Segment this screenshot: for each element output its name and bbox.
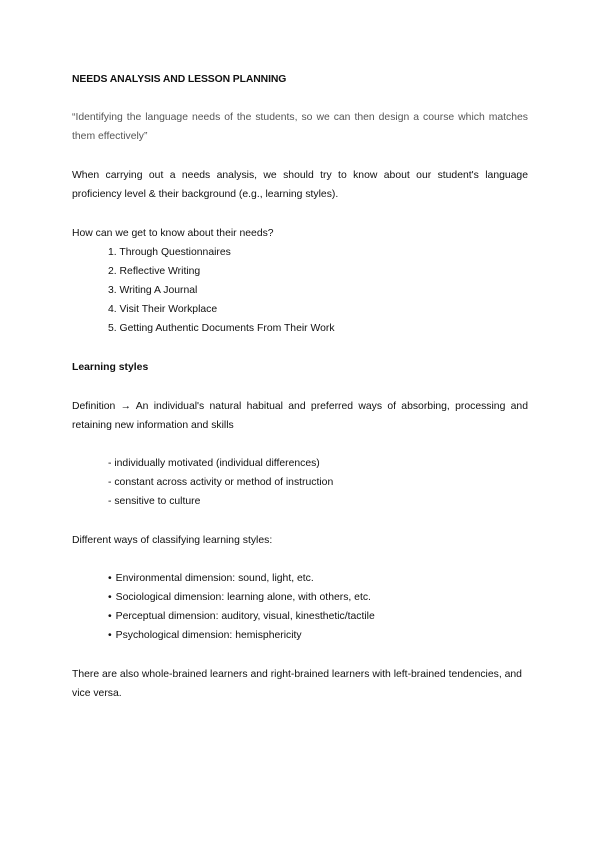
traits-list [108,454,333,511]
classification-intro: Different ways of classifying learning styles: [72,535,273,546]
list-item [108,607,375,626]
list-item: 2. Reflective Writing [108,266,201,277]
dimensions-list [108,569,375,645]
methods-list [108,243,335,338]
dimension-text: Perceptual dimension: auditory, visual, kinesthetic/tactile [115,611,375,622]
bullet-icon: • [108,611,112,622]
quote-paragraph: “Identifying the language needs of the students, so we can then design a course which matches them effectively” [72,112,528,142]
dimension-text: Sociological dimension: learning alone, with others, etc. [115,592,371,603]
bullet-icon: • [108,573,112,584]
list-item [108,626,375,645]
list-item: - constant across activity or method of instruction [108,477,334,488]
needs-question: How can we get to know about their needs? [72,228,274,239]
list-item: - individually motivated (individual differences) [108,458,320,469]
list-item: 3. Writing A Journal [108,285,198,296]
learning-styles-heading: Learning styles [72,362,149,373]
intro-paragraph: When carrying out a needs analysis, we should try to know about our student's language proficiency level & their background (e.g., learning styles). [72,170,528,200]
document-title: NEEDS ANALYSIS AND LESSON PLANNING [72,74,287,85]
list-item: 4. Visit Their Workplace [108,304,218,315]
list-item [108,569,375,588]
list-item: 5. Getting Authentic Documents From Their Work [108,323,335,334]
list-item: 1. Through Questionnaires [108,247,231,258]
dimension-text: Psychological dimension: hemisphericity [115,630,302,641]
dimension-text: Environmental dimension: sound, light, etc. [115,573,314,584]
definition-paragraph: Definition → An individual's natural habitual and preferred ways of absorbing, processing and retaining new information and skills [72,401,528,431]
list-item: - sensitive to culture [108,496,201,507]
bullet-icon: • [108,630,112,641]
list-item [108,588,375,607]
bullet-icon: • [108,592,112,603]
closing-paragraph: There are also whole-brained learners and right-brained learners with left-brained tendencies, and vice versa. [72,669,522,699]
